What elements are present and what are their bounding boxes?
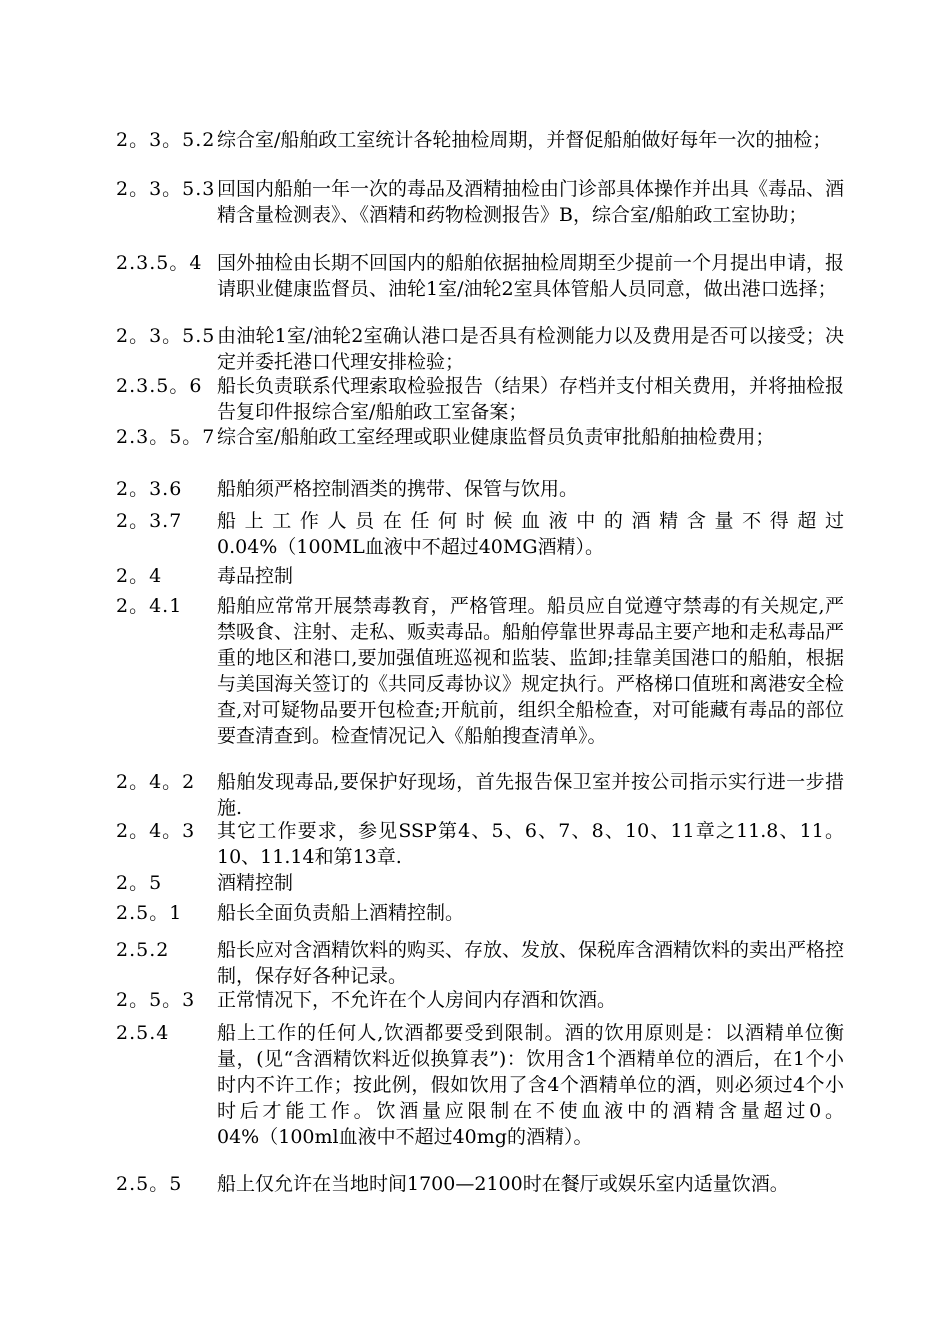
clause-number: 2.3.5。4 [116, 252, 203, 274]
clause-number: 2。3。5.3 [116, 178, 216, 200]
clause-number: 2。3.7 [116, 510, 183, 532]
clause-text: 正常情况下，不允许在个人房间内存酒和饮酒。 [217, 989, 617, 1011]
clause-number: 2。5。3 [116, 989, 196, 1011]
clause-number: 2。4.1 [116, 595, 183, 617]
clause-text: 综合室/船舶政工室统计各轮抽检周期，并督促船舶做好每年一次的抽检； [217, 129, 832, 151]
clause-text: 船舶应常常开展禁毒教育，严格管理。船员应自觉遵守禁毒的有关规定,严禁吸食、注射、走私、贩卖毒品。船舶停靠世界毒品主要产地和走私毒品严重的地区和港口,要加强值班巡视和监装、监卸;挂靠美国港口的船舶，根据与美国海关签订的《共同反毒协议》规定执行。严格梯口值班和离港安全检查,对可疑物品要开包检查;开航前，组织全船检查，对可能藏有毒品的部位要查清查到。检查情况记入《船舶搜查清单》。 [217, 595, 845, 747]
clause-number: 2.5。5 [116, 1173, 183, 1195]
clause-text: 回国内船舶一年一次的毒品及酒精抽检由门诊部具体操作并出具《毒品、酒精含量检测表》、《酒精和药物检测报告》B，综合室/船舶政工室协助； [217, 178, 845, 226]
clause-text: 其它工作要求，参见SSP第4、5、6、7、8、10、11章之11.8、11。10、11.14和第13章. [217, 820, 844, 868]
section-number: 2。5 [116, 872, 163, 894]
clause-number: 2。4。2 [116, 771, 196, 793]
section-title: 酒精控制 [217, 872, 294, 894]
clause-text: 船上仅允许在当地时间1700—2100时在餐厅或娱乐室内适量饮酒。 [217, 1173, 789, 1195]
clause-number: 2。3。5.5 [116, 325, 216, 347]
clause-text: 船长应对含酒精饮料的购买、存放、发放、保税库含酒精饮料的卖出严格控制，保存好各种记录。 [217, 939, 845, 987]
clause-text: 船长全面负责船上酒精控制。 [217, 902, 465, 924]
clause-number: 2。3。5.2 [116, 129, 216, 151]
clause-text: 船上工作的任何人,饮酒都要受到限制。酒的饮用原则是：以酒精单位衡量，(见“含酒精饮料近似换算表”)：饮用含1个酒精单位的酒后，在1个小时内不许工作；按此例，假如饮用了含4个酒精单位的酒，则必须过4个小时后才能工作。饮酒量应限制在不使血液中的酒精含量超过0。04%（100ml血液中不超过40mg的酒精）。 [217, 1022, 844, 1148]
section-number: 2。4 [116, 565, 163, 587]
section-title: 毒品控制 [217, 565, 294, 587]
clause-text: 由油轮1室/油轮2室确认港口是否具有检测能力以及费用是否可以接受；决定并委托港口代理安排检验； [217, 325, 844, 373]
clause-number: 2.5.4 [116, 1022, 170, 1044]
clause-number: 2。4。3 [116, 820, 196, 842]
clause-number: 2。3.6 [116, 478, 183, 500]
clause-text: 船 上 工 作 人 员 在 任 何 时 候 血 液 中 的 酒 精 含 量 不 得 超 过0.04%（100ML血液中不超过40MG酒精）。 [217, 510, 844, 558]
clause-number: 2.3。5。7 [116, 426, 216, 448]
clause-number: 2.3.5。6 [116, 375, 203, 397]
clause-text: 船舶发现毒品,要保护好现场，首先报告保卫室并按公司指示实行进一步措施. [217, 771, 844, 819]
clause-text: 船长负责联系代理索取检验报告（结果）存档并支付相关费用，并将抽检报告复印件报综合室/船舶政工室备案； [217, 375, 845, 423]
clause-text: 国外抽检由长期不回国内的船舶依据抽检周期至少提前一个月提出申请，报请职业健康监督员、油轮1室/油轮2室具体管船人员同意，做出港口选择； [217, 252, 845, 300]
clause-text: 船舶须严格控制酒类的携带、保管与饮用。 [217, 478, 579, 500]
clause-number: 2.5。1 [116, 902, 183, 924]
clause-text: 综合室/船舶政工室经理或职业健康监督员负责审批船舶抽检费用； [217, 426, 775, 448]
clause-number: 2.5.2 [116, 939, 170, 961]
